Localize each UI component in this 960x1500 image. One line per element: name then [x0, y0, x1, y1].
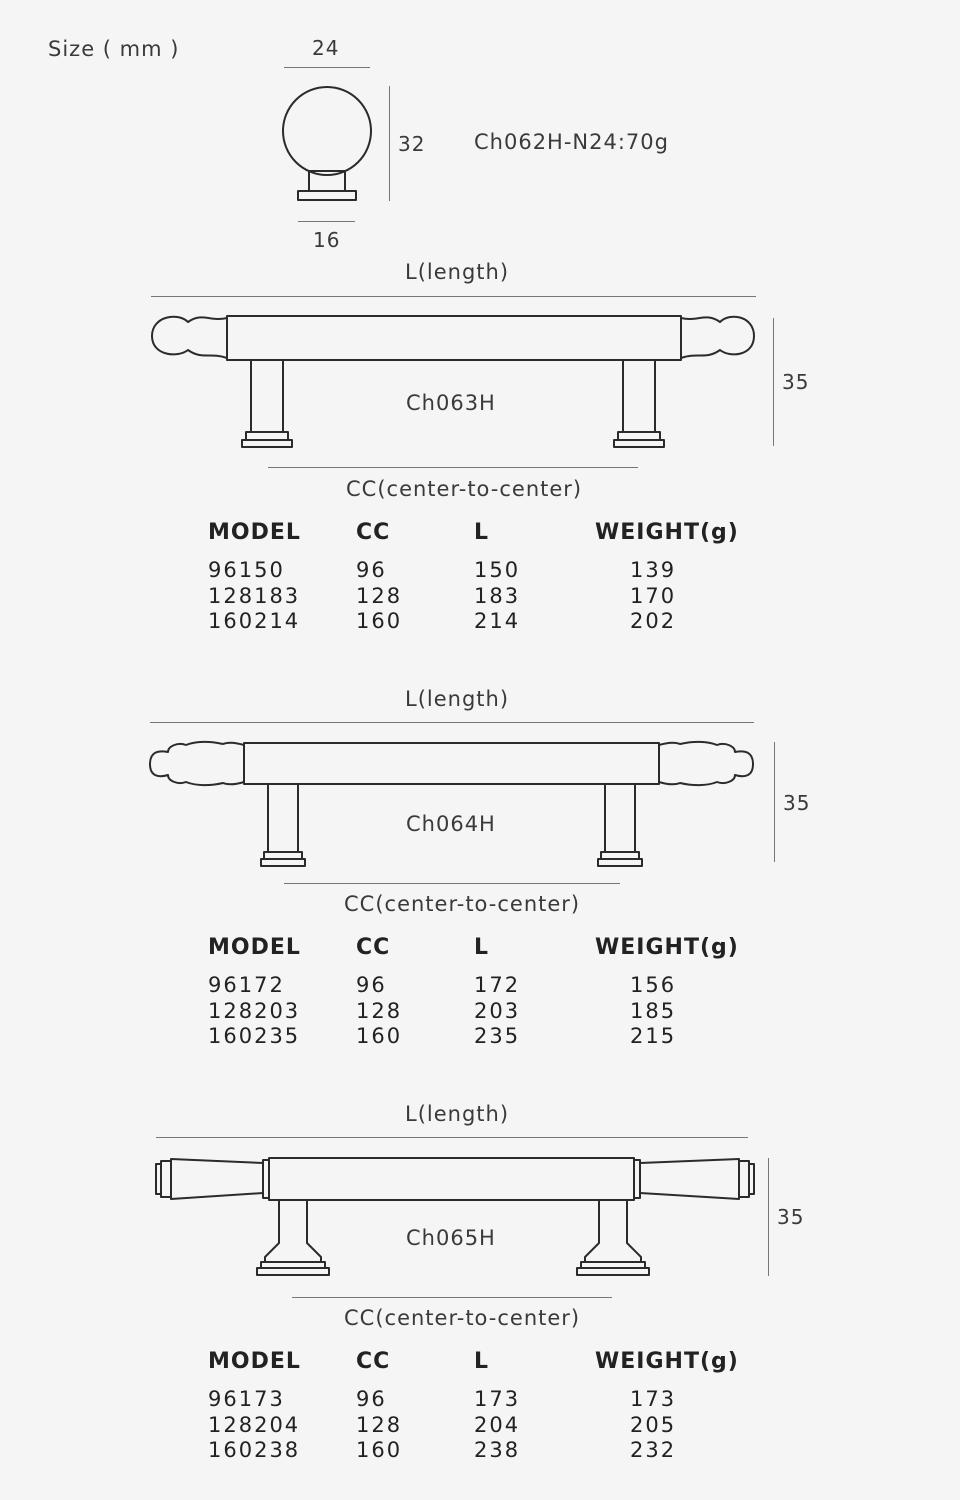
header-cc: CC: [356, 1349, 391, 1374]
header-l: L: [474, 1349, 490, 1374]
header-weight: WEIGHT(g): [595, 1349, 739, 1374]
cell-model: 160238: [208, 1438, 301, 1462]
table-row: [208, 999, 768, 1025]
model-label: Ch065H: [406, 1226, 496, 1250]
cell-l: 204: [474, 1412, 521, 1437]
cell-l: 172: [474, 973, 521, 997]
length-label: L(length): [405, 260, 510, 284]
cell-cc: 128: [356, 1412, 403, 1437]
knob-drawing: [280, 84, 380, 206]
header-model: MODEL: [208, 935, 301, 960]
cell-model: 128183: [208, 583, 301, 608]
cell-model: 160214: [208, 609, 301, 633]
cell-weight: 232: [630, 1438, 677, 1462]
knob-width-line: [284, 67, 370, 68]
header-model: MODEL: [208, 520, 301, 545]
table-header-row: [208, 520, 768, 558]
cell-cc: 160: [356, 1024, 403, 1048]
height-line: [774, 742, 775, 862]
cell-weight: 205: [630, 1412, 677, 1437]
model-label: Ch063H: [406, 391, 496, 415]
cell-model: 128204: [208, 1412, 301, 1437]
knob-spec-label: Ch062H-N24:70g: [474, 130, 669, 154]
cell-l: 235: [474, 1024, 521, 1048]
cell-cc: 160: [356, 609, 403, 633]
cell-l: 173: [474, 1387, 521, 1411]
cell-l: 238: [474, 1438, 521, 1462]
cell-model: 96150: [208, 558, 285, 582]
header-model: MODEL: [208, 1349, 301, 1374]
cc-label: CC(center-to-center): [344, 1306, 581, 1330]
header-cc: CC: [356, 935, 391, 960]
height-line: [768, 1158, 769, 1276]
cell-cc: 96: [356, 973, 387, 997]
header-weight: WEIGHT(g): [595, 520, 739, 545]
spec-table: [208, 1349, 768, 1464]
table-row: [208, 1413, 768, 1439]
length-line: [150, 722, 754, 723]
knob-height-line: [389, 86, 390, 201]
knob-base-label: 16: [313, 228, 341, 252]
height-label: 35: [777, 1205, 805, 1229]
spec-table: [208, 935, 768, 1050]
cell-weight: 215: [630, 1024, 677, 1048]
table-header-row: [208, 1349, 768, 1387]
cell-l: 214: [474, 609, 521, 633]
cell-cc: 128: [356, 998, 403, 1023]
table-header-row: [208, 935, 768, 973]
size-unit-label: Size ( mm ): [48, 37, 180, 61]
cell-model: 96172: [208, 973, 285, 997]
handle-drawing: [148, 740, 758, 866]
knob-base-line: [298, 221, 355, 222]
cell-l: 150: [474, 558, 521, 582]
cc-label: CC(center-to-center): [344, 892, 581, 916]
cell-weight: 156: [630, 973, 677, 997]
height-line: [773, 318, 774, 446]
table-row: [208, 1387, 768, 1413]
cell-model: 128203: [208, 998, 301, 1023]
model-label: Ch064H: [406, 812, 496, 836]
cell-cc: 96: [356, 1387, 387, 1411]
cell-cc: 96: [356, 558, 387, 582]
height-label: 35: [783, 791, 811, 815]
cell-cc: 128: [356, 583, 403, 608]
length-line: [156, 1137, 748, 1138]
table-row: [208, 1438, 768, 1464]
table-row: [208, 609, 768, 635]
length-line: [151, 296, 756, 297]
table-row: [208, 584, 768, 610]
length-label: L(length): [405, 1102, 510, 1126]
knob-height-label: 32: [398, 132, 426, 156]
header-l: L: [474, 935, 490, 960]
spec-table: [208, 520, 768, 635]
header-weight: WEIGHT(g): [595, 935, 739, 960]
cell-weight: 185: [630, 998, 677, 1023]
cc-line: [268, 467, 638, 468]
table-row: [208, 973, 768, 999]
cell-cc: 160: [356, 1438, 403, 1462]
cell-weight: 202: [630, 609, 677, 633]
cell-weight: 173: [630, 1387, 677, 1411]
cc-line: [292, 1297, 612, 1298]
cell-weight: 170: [630, 583, 677, 608]
height-label: 35: [782, 370, 810, 394]
cc-label: CC(center-to-center): [346, 477, 583, 501]
cell-model: 160235: [208, 1024, 301, 1048]
header-l: L: [474, 520, 490, 545]
cell-weight: 139: [630, 558, 677, 582]
knob-width-label: 24: [312, 36, 340, 60]
cell-l: 203: [474, 998, 521, 1023]
handle-drawing: [150, 312, 760, 452]
handle-drawing: [153, 1155, 753, 1281]
length-label: L(length): [405, 687, 510, 711]
cell-model: 96173: [208, 1387, 285, 1411]
header-cc: CC: [356, 520, 391, 545]
table-row: [208, 558, 768, 584]
table-row: [208, 1024, 768, 1050]
cell-l: 183: [474, 583, 521, 608]
cc-line: [284, 883, 620, 884]
